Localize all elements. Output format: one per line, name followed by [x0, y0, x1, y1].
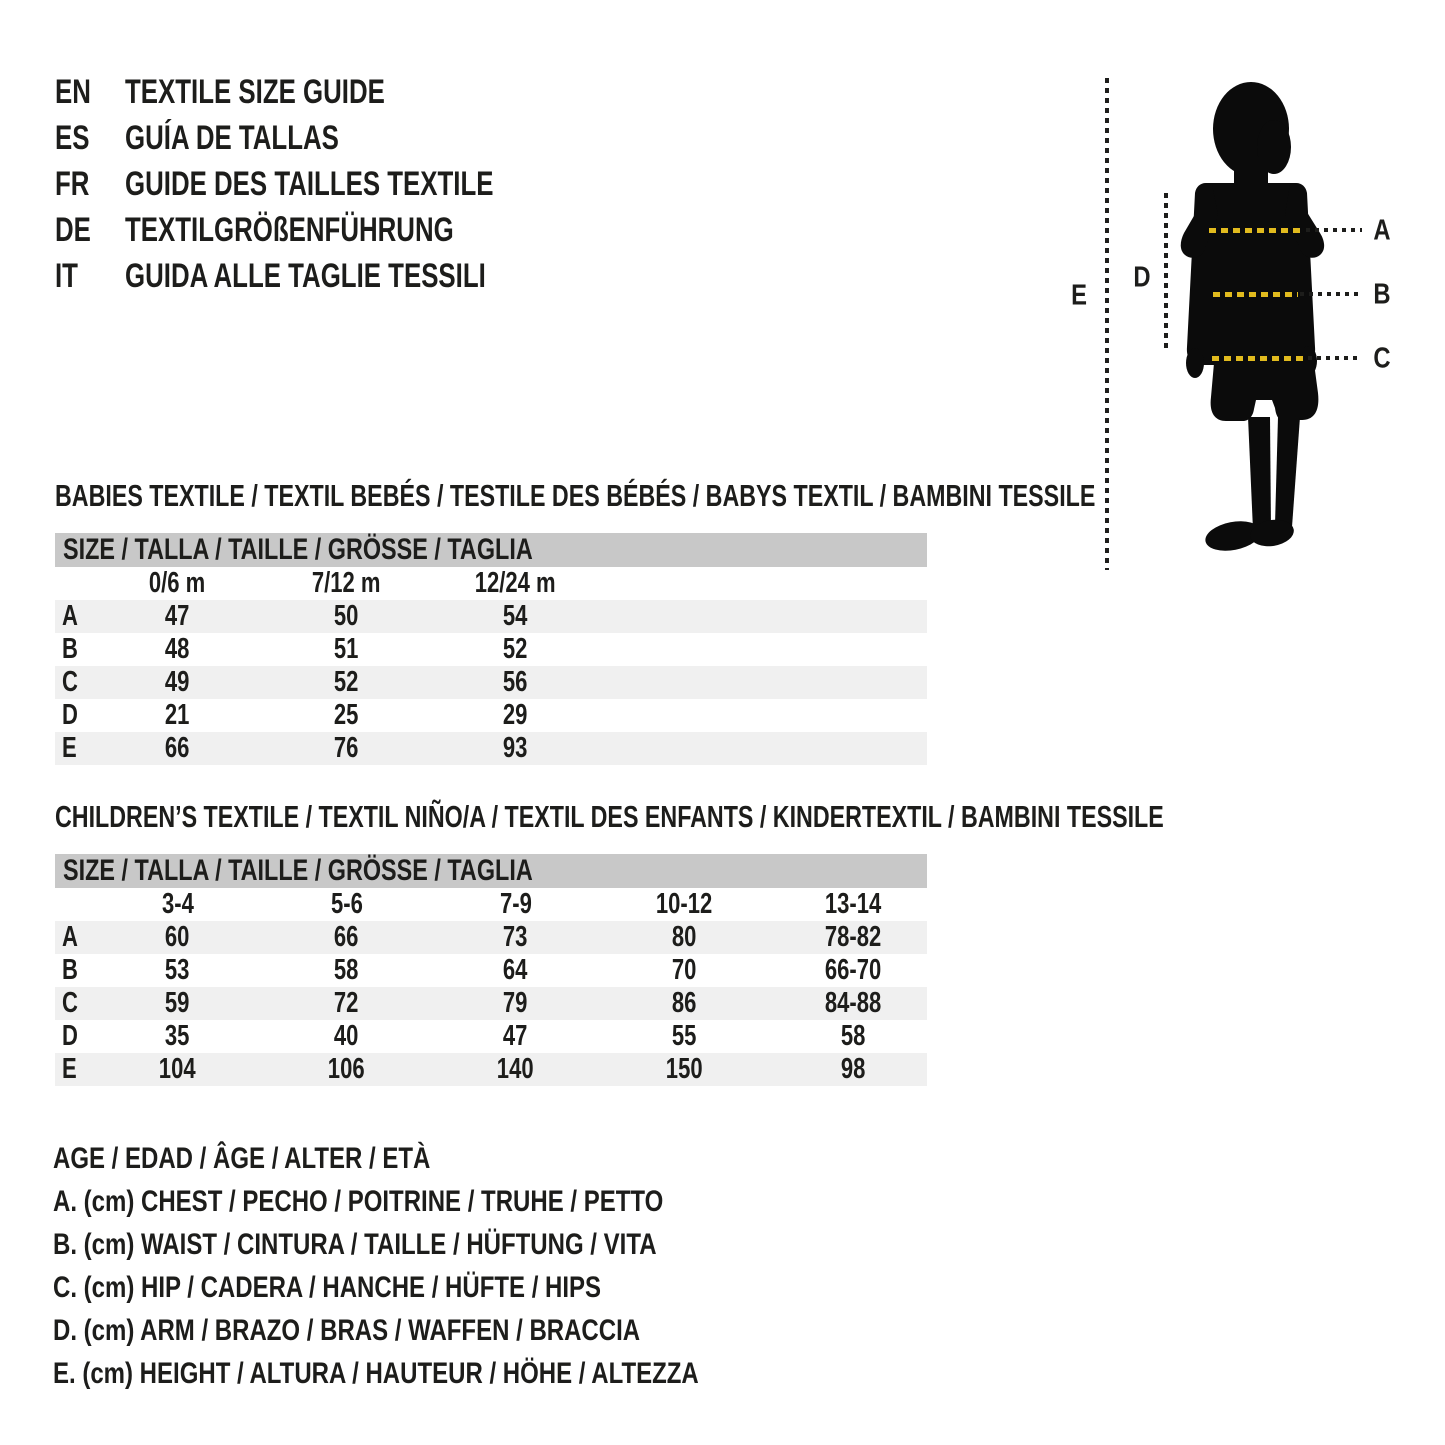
arm-measure-line-d — [1164, 193, 1168, 352]
legend-arm-text: D. (cm) ARM / BRAZO / BRAS / WAFFEN / BRACCIA — [53, 1313, 641, 1347]
title-row-es — [55, 115, 610, 161]
cell-value: 93 — [503, 732, 528, 764]
language-title-block — [55, 69, 610, 299]
measurement-legend — [53, 1137, 860, 1395]
cell-value: 64 — [503, 954, 528, 986]
cell-value: 60 — [165, 921, 190, 953]
babies-size-header-bar — [55, 533, 927, 567]
children-column-header-row — [55, 888, 927, 921]
cell-value: 73 — [503, 921, 528, 953]
cell-value: 59 — [165, 987, 190, 1019]
cell-value: 55 — [672, 1020, 697, 1052]
col-header: 7/12 m — [312, 567, 381, 599]
legend-height — [53, 1352, 860, 1395]
table-row-a — [55, 921, 927, 954]
cell-value: 29 — [503, 699, 528, 731]
cell-value: 66-70 — [825, 954, 882, 986]
row-label: A — [62, 600, 78, 632]
title-row-fr — [55, 161, 610, 207]
table-row-c — [55, 987, 927, 1020]
guide-title-fr: GUIDE DES TAILLES TEXTILE — [125, 164, 494, 203]
legend-chest-text: A. (cm) CHEST / PECHO / POITRINE / TRUHE / PETTO — [53, 1184, 664, 1218]
col-header: 0/6 m — [149, 567, 206, 599]
measure-label-e: E — [1071, 279, 1087, 312]
cell-value: 40 — [334, 1020, 359, 1052]
cell-value: 56 — [503, 666, 528, 698]
cell-value: 25 — [334, 699, 359, 731]
guide-title-es: GUÍA DE TALLAS — [125, 118, 339, 157]
measure-label-c: C — [1373, 342, 1391, 375]
waist-measure-dots — [1300, 292, 1362, 296]
lang-code: ES — [55, 118, 90, 157]
cell-value: 70 — [672, 954, 697, 986]
table-row-e — [55, 1053, 927, 1086]
cell-value: 54 — [503, 600, 528, 632]
cell-value: 58 — [334, 954, 359, 986]
col-header: 7-9 — [499, 888, 532, 920]
cell-value: 86 — [672, 987, 697, 1019]
legend-age — [53, 1137, 860, 1180]
size-header-label: SIZE / TALLA / TAILLE / GRÖSSE / TAGLIA — [63, 854, 533, 887]
table-row-e — [55, 732, 927, 765]
legend-chest — [53, 1180, 860, 1223]
cell-value: 76 — [334, 732, 359, 764]
legend-arm — [53, 1309, 860, 1352]
title-row-de — [55, 207, 610, 253]
size-header-label: SIZE / TALLA / TAILLE / GRÖSSE / TAGLIA — [63, 533, 533, 566]
legend-waist — [53, 1223, 860, 1266]
legend-hip — [53, 1266, 860, 1309]
cell-value: 58 — [841, 1020, 866, 1052]
chest-measure-dots — [1306, 228, 1362, 232]
waist-measure-dash-yellow — [1213, 292, 1298, 297]
cell-value: 53 — [165, 954, 190, 986]
cell-value: 79 — [503, 987, 528, 1019]
cell-value: 98 — [841, 1053, 866, 1085]
row-label: E — [62, 732, 77, 764]
table-row-b — [55, 633, 927, 666]
legend-height-text: E. (cm) HEIGHT / ALTURA / HAUTEUR / HÖHE / ALTEZZA — [53, 1356, 699, 1390]
cell-value: 35 — [165, 1020, 190, 1052]
lang-code: EN — [55, 72, 91, 111]
col-header: 13-14 — [825, 888, 882, 920]
table-row-a — [55, 600, 927, 633]
row-label: C — [62, 987, 78, 1019]
row-label: D — [62, 1020, 78, 1052]
table-row-c — [55, 666, 927, 699]
cell-value: 106 — [328, 1053, 365, 1085]
cell-value: 80 — [672, 921, 697, 953]
row-label: C — [62, 666, 78, 698]
cell-value: 104 — [159, 1053, 196, 1085]
chest-measure-dash-yellow — [1209, 228, 1304, 233]
table-row-d — [55, 699, 927, 732]
babies-section-heading — [55, 479, 1442, 513]
cell-value: 72 — [334, 987, 359, 1019]
lang-code: FR — [55, 164, 90, 203]
table-row-d — [55, 1020, 927, 1053]
col-header: 10-12 — [656, 888, 713, 920]
cell-value: 48 — [165, 633, 190, 665]
col-header: 5-6 — [330, 888, 363, 920]
cell-value: 66 — [334, 921, 359, 953]
children-section-heading-text: CHILDREN’S TEXTILE / TEXTIL NIÑO/A / TEXTIL DES ENFANTS / KINDERTEXTIL / BAMBINI TESSILE — [55, 799, 1164, 834]
guide-title-en: TEXTILE SIZE GUIDE — [125, 72, 385, 111]
measure-label-b: B — [1373, 278, 1391, 311]
legend-waist-text: B. (cm) WAIST / CINTURA / TAILLE / HÜFTUNG / VITA — [53, 1227, 657, 1261]
cell-value: 47 — [503, 1020, 528, 1052]
measure-label-a: A — [1373, 214, 1391, 247]
babies-column-header-row — [55, 567, 927, 600]
cell-value: 50 — [334, 600, 359, 632]
cell-value: 84-88 — [825, 987, 882, 1019]
guide-title-de: TEXTILGRÖßENFÜHRUNG — [125, 210, 454, 249]
babies-section-heading-text: BABIES TEXTILE / TEXTIL BEBÉS / TESTILE DES BÉBÉS / BABYS TEXTIL / BAMBINI TESSILE — [55, 478, 1096, 513]
table-row-b — [55, 954, 927, 987]
row-label: E — [62, 1053, 77, 1085]
row-label: D — [62, 699, 78, 731]
title-row-it — [55, 253, 610, 299]
cell-value: 21 — [165, 699, 190, 731]
children-size-table — [55, 854, 927, 1086]
measure-label-d: D — [1133, 261, 1151, 294]
guide-title-it: GUIDA ALLE TAGLIE TESSILI — [125, 256, 486, 295]
row-label: B — [62, 954, 78, 986]
hip-measure-dash-yellow — [1212, 356, 1306, 361]
cell-value: 150 — [666, 1053, 703, 1085]
title-row-en — [55, 69, 610, 115]
cell-value: 49 — [165, 666, 190, 698]
children-size-header-bar — [55, 854, 927, 888]
babies-size-table — [55, 533, 927, 765]
lang-code: IT — [55, 256, 78, 295]
legend-age-text: AGE / EDAD / ÂGE / ALTER / ETÀ — [53, 1141, 431, 1175]
row-label: B — [62, 633, 78, 665]
row-label: A — [62, 921, 78, 953]
cell-value: 78-82 — [825, 921, 882, 953]
cell-value: 140 — [497, 1053, 534, 1085]
col-header: 12/24 m — [475, 567, 556, 599]
col-header: 3-4 — [161, 888, 194, 920]
cell-value: 66 — [165, 732, 190, 764]
cell-value: 52 — [334, 666, 359, 698]
children-section-heading — [55, 800, 1445, 834]
cell-value: 51 — [334, 633, 359, 665]
hip-measure-dots — [1308, 356, 1362, 360]
cell-value: 52 — [503, 633, 528, 665]
lang-code: DE — [55, 210, 91, 249]
legend-hip-text: C. (cm) HIP / CADERA / HANCHE / HÜFTE / HIPS — [53, 1270, 602, 1304]
cell-value: 47 — [165, 600, 190, 632]
